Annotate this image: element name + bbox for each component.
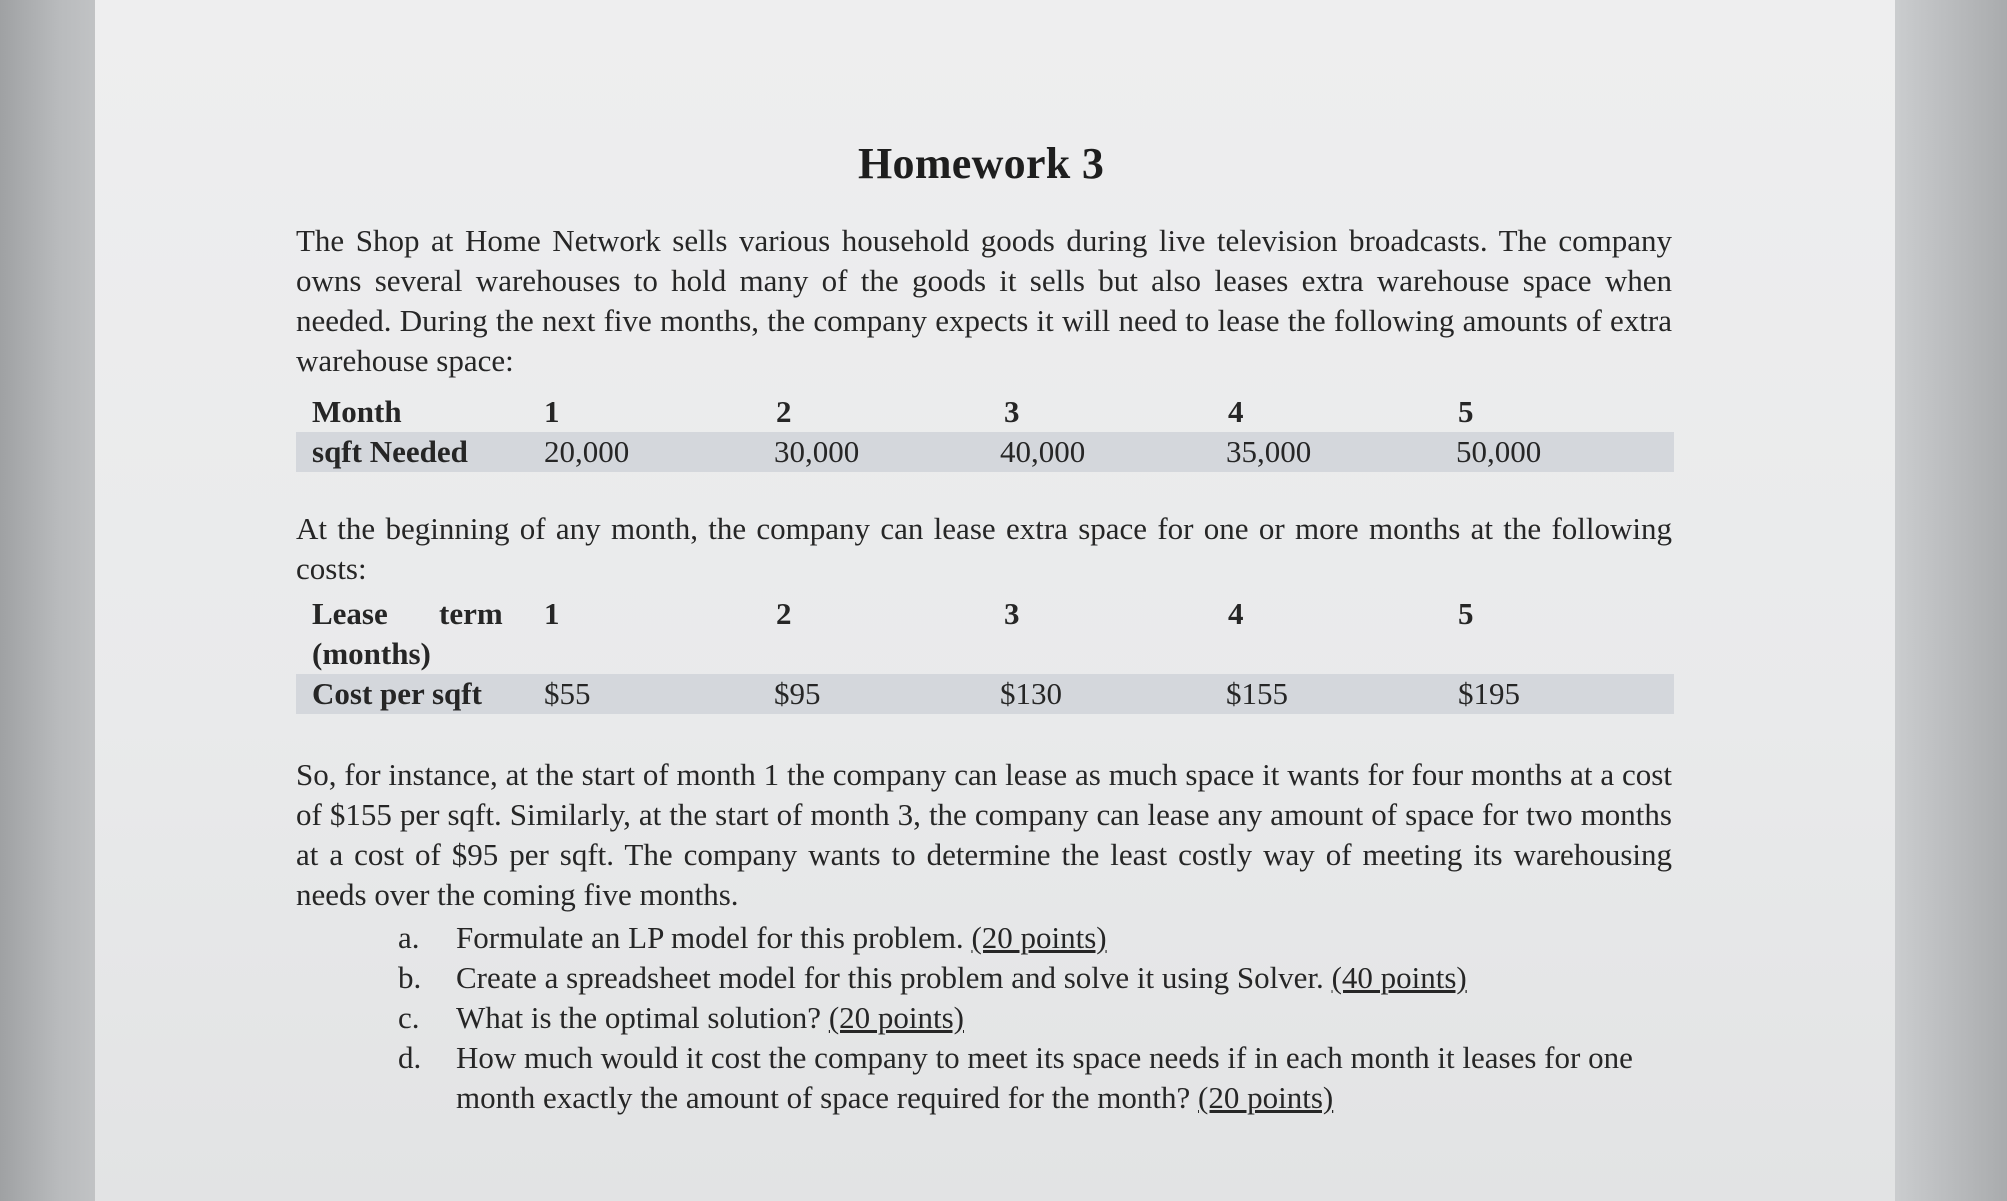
sqft-cell: 40,000 [1000, 434, 1086, 469]
item-letter: d. [398, 1040, 422, 1075]
month-cell: 2 [776, 394, 792, 429]
term-cell: 1 [544, 596, 560, 631]
item-text: Create a spreadsheet model for this problem and solve it using Solver. [456, 960, 1332, 995]
term-cell: 4 [1228, 596, 1244, 631]
item-text: How much would it cost the company to meet its space needs if in each month it leases for one month exactly the amount of space required for the month? [456, 1040, 1633, 1115]
cost-cell: $155 [1226, 676, 1288, 711]
example-paragraph: So, for instance, at the start of month 1 the company can lease as much space it wants for four months at a cost of $155 per sqft. Similarly, at the start of month 3, the company can lease any amount of space for two months at a cost of $95 per sqft. The company wants to determine the least costly way of meeting its warehousing needs over the coming five months. [296, 757, 1672, 912]
cost-cell: $95 [774, 676, 821, 711]
list-item [398, 1038, 1688, 1118]
list-item [398, 918, 1688, 958]
item-points: (20 points) [1198, 1080, 1334, 1115]
table-row-cost [296, 674, 1674, 714]
page-title: Homework 3 [858, 139, 1105, 188]
lease-term-header-months: (months) [312, 636, 431, 671]
item-letter: c. [398, 1000, 420, 1035]
lease-term-header-lease: Lease [312, 596, 388, 631]
table-row-sqft [296, 432, 1674, 472]
cost-header: Cost per sqft [312, 676, 482, 711]
lease-term-header-term: term [439, 596, 503, 631]
item-text: Formulate an LP model for this problem. [456, 920, 972, 955]
lease-cost-table [296, 594, 1674, 714]
month-cell: 1 [544, 394, 560, 429]
item-text: What is the optimal solution? [456, 1000, 829, 1035]
cost-cell: $195 [1458, 676, 1520, 711]
month-header: Month [312, 394, 402, 429]
space-needed-table [296, 392, 1674, 472]
item-points: (20 points) [971, 920, 1107, 955]
sqft-cell: 35,000 [1226, 434, 1312, 469]
cost-cell: $55 [544, 676, 591, 711]
intro-paragraph: The Shop at Home Network sells various household goods during live television broadcasts. The company owns several warehouses to hold many of the goods it sells but also leases extra warehouse space when needed. During the next five months, the company expects it will need to lease the following amounts of extra warehouse space: [296, 223, 1672, 378]
term-cell: 3 [1004, 596, 1020, 631]
item-letter: b. [398, 960, 422, 995]
sqft-cell: 20,000 [544, 434, 630, 469]
table-row-lease-term [296, 594, 1674, 674]
month-cell: 3 [1004, 394, 1020, 429]
list-item [398, 998, 1688, 1038]
table-row-month [296, 392, 1674, 432]
term-cell: 5 [1458, 596, 1474, 631]
month-cell: 4 [1228, 394, 1244, 429]
term-cell: 2 [776, 596, 792, 631]
question-list [398, 918, 1688, 1118]
sqft-header: sqft Needed [312, 434, 468, 469]
month-cell: 5 [1458, 394, 1474, 429]
costs-intro-paragraph: At the beginning of any month, the company can lease extra space for one or more months at the following costs: [296, 511, 1672, 586]
sqft-cell: 50,000 [1456, 434, 1542, 469]
list-item [398, 958, 1688, 998]
cost-cell: $130 [1000, 676, 1062, 711]
item-points: (20 points) [828, 1000, 964, 1035]
item-points: (40 points) [1331, 960, 1467, 995]
item-letter: a. [398, 920, 420, 955]
sqft-cell: 30,000 [774, 434, 860, 469]
